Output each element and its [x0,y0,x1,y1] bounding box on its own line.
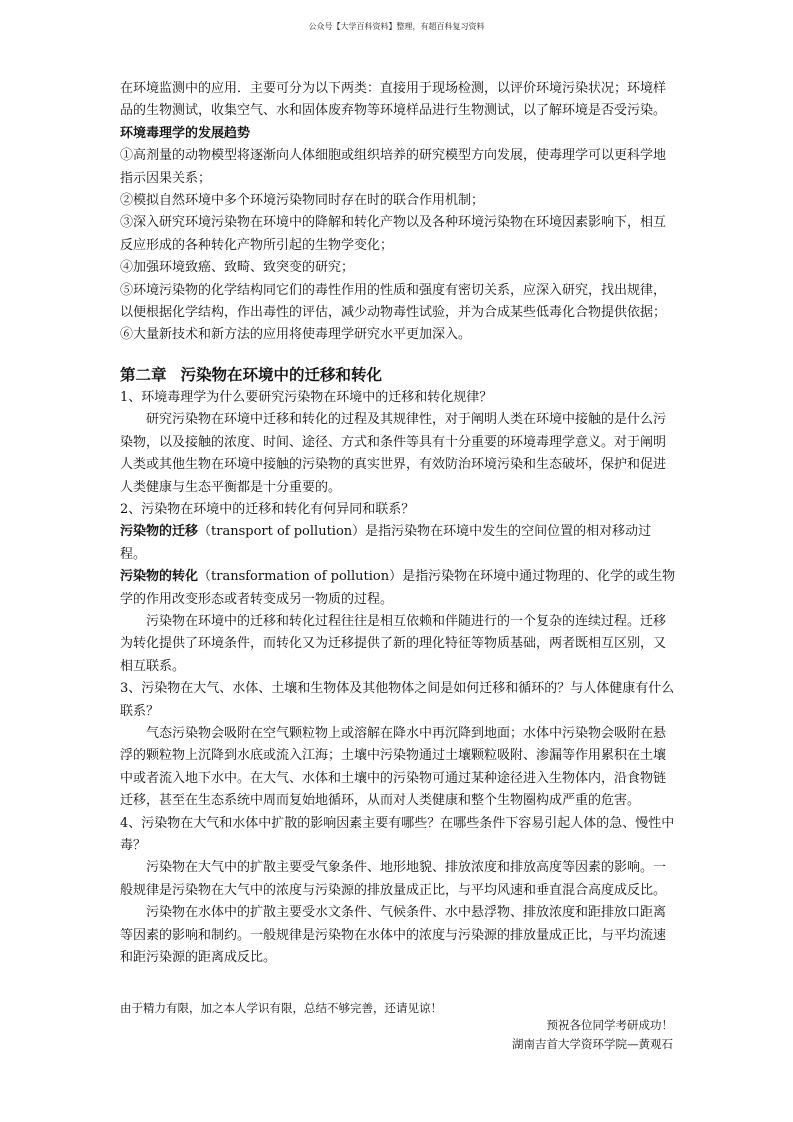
answer-2: 污染物在环境中的迁移和转化过程往往是相互依赖和伴随进行的一个复杂的连续过程。迁移为转化提供了环境条件，而转化又为迁移提供了新的理化特征等物质基础，两者既相互区别，又相互联系。 [120,613,667,674]
intro-paragraph: 在环境监测中的应用．主要可分为以下两类：直接用于现场检测，以评价环境污染状况；环境样品的生物测试，收集空气、水和固体废弃物等环境样品进行生物测试，以了解环境是否受污染。 [120,81,667,119]
answer-4-water: 污染物在水体中的扩散主要受水文条件、气候条件、水中悬浮物、排放浓度和距排放口距离等因素的影响和制约。一般规律是污染物在水体中的浓度与污染源的排放量成正比，与平均流速和距污染源的距离成反比。 [120,905,667,966]
page-header: 公众号【大学百科资料】整理，有超百科复习资料 [308,22,485,31]
answer-3: 气态污染物会吸附在空气颗粒物上或溶解在降水中再沉降到地面；水体中污染物会吸附在悬浮的颗粒物上沉降到水底或流入江海；土壤中污染物通过土壤颗粒吸附、渗漏等作用累积在土壤中或者流入地下水中。在大气、水体和土壤中的污染物可通过某种途径进入生物体内，沿食物链迁移，甚至在生态系统中周而复始地循环，从而对人类健康和整个生物圈构成严重的危害。 [120,725,667,809]
definition-transport-text: （transport of pollution）是指污染物在环境中发生的空间位置的相对移动过程。 [120,524,652,562]
question-2: 2、污染物在环境中的迁移和转化有何异同和联系？ [120,501,415,517]
wish-line: 预祝各位同学考研成功！ [546,1018,673,1032]
question-3: 3、污染物在大气、水体、土壤和生物体及其他物体之间是如何迁移和循环的？与人体健康有什么联系？ [120,681,675,719]
definition-transport [120,521,676,566]
term-transport: 污染物的迁移 [120,524,199,540]
answer-4-air: 污染物在大气中的扩散主要受气象条件、地形地貌、排放浓度和排放高度等因素的影响。一般规律是污染物在大气中的浓度与污染源的排放量成正比，与平均风速和垂直混合高度成反比。 [120,860,667,898]
definition-transformation [120,566,676,611]
footer-note: 由于精力有限，加之本人学识有限，总结不够完善，还请见谅！ [120,1001,442,1015]
question-1: 1、环境毒理学为什么要研究污染物在环境中的迁移和转化规律？ [120,389,493,405]
chapter-heading [120,363,676,387]
trend-item: ⑥大量新技术和新方法的应用将使毒理学研究水平更加深入。 [120,327,472,343]
trend-item: ④加强环境致癌、致畸、致突变的研究； [120,260,355,276]
trends-heading: 环境毒理学的发展趋势 [120,125,251,141]
question-4: 4、污染物在大气和水体中扩散的影响因素主要有哪些？在哪些条件下容易引起人体的急、慢性中毒？ [120,815,675,853]
answer-1: 研究污染物在环境中迁移和转化的过程及其规律性，对于阐明人类在环境中接触的是什么污染物，以及接触的浓度、时间、途径、方式和条件等具有十分重要的环境毒理学意义。对于阐明人类或其他生物在环境中接触的污染物的真实世界，有效防治环境污染和生态破坏，保护和促进人类健康与生态平衡都是十分重要的。 [120,412,667,495]
trend-item: ⑤环境污染物的化学结构同它们的毒性作用的性质和强度有密切关系，应深入研究，找出规律，以便根据化学结构，作出毒性的评估，减少动物毒性试验，并为合成某些低毒化合物提供依据； [120,282,667,321]
chapter-number: 第二章 [120,364,167,384]
chapter-title: 污染物在环境中的迁移和转化 [180,364,383,384]
trend-item: ①高剂量的动物模型将逐渐向人体细胞或组织培养的研究模型方向发展，使毒理学可以更科学地指示因果关系； [120,148,667,186]
signature-block [512,1016,673,1053]
trend-item: ③深入研究环境污染物在环境中的降解和转化产物以及各种环境污染物在环境因素影响下，相互反应形成的各种转化产物所引起的生物学变化； [120,215,667,253]
document-body [120,78,676,969]
definition-transformation-text: （transformation of pollution）是指污染物在环境中通过物理的、化学的或生物学的作用改变形态或者转变成另一物质的过程。 [120,569,676,607]
trend-item: ②模拟自然环境中多个环境污染物同时存在时的联合作用机制； [120,193,485,209]
term-transformation: 污染物的转化 [120,569,199,585]
author-line: 湖南吉首大学资环学院—黄观石 [512,1036,673,1051]
